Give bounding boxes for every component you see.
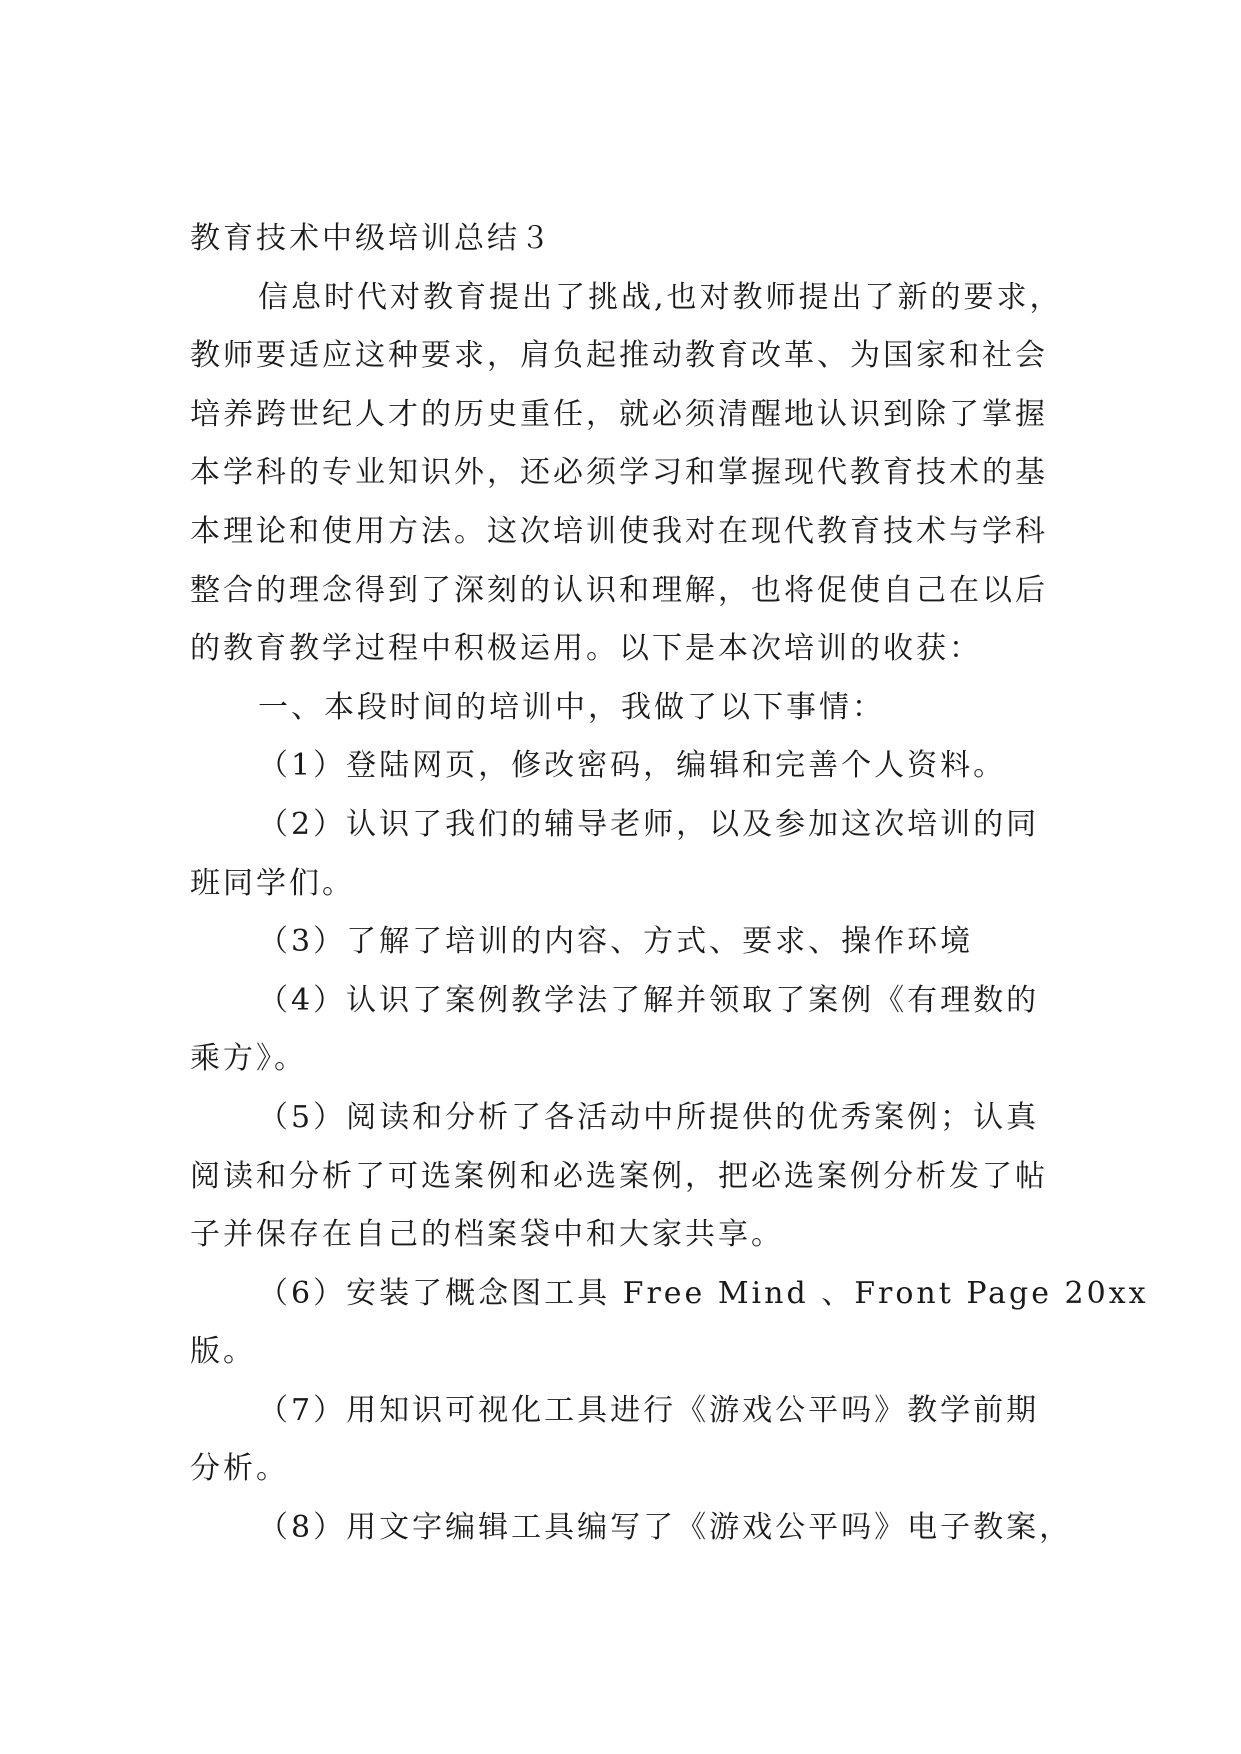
list-item-continuation: 阅读和分析了可选案例和必选案例，把必选案例分析发了帖: [190, 1158, 1048, 1194]
document-body: [190, 210, 1149, 1558]
paragraph-line: 本学科的专业知识外，还必须学习和掌握现代教育技术的基: [190, 455, 1048, 491]
paragraph-line: 教师要适应这种要求，肩负起推动教育改革、为国家和社会: [190, 338, 1048, 374]
section-heading: 一、本段时间的培训中，我做了以下事情：: [258, 689, 885, 725]
list-item-continuation: 乘方》。: [190, 1041, 307, 1077]
list-item-continuation: 分析。: [190, 1451, 289, 1487]
list-item: （4）认识了案例教学法了解并领取了案例《有理数的: [258, 982, 1040, 1018]
list-item-continuation: 子并保存在自己的档案袋中和大家共享。: [190, 1217, 784, 1253]
list-item: （7）用知识可视化工具进行《游戏公平吗》教学前期: [258, 1392, 1040, 1428]
list-item-continuation: 版。: [190, 1334, 256, 1370]
list-item: （6）安装了概念图工具 Free Mind 、Front Page 20xx: [258, 1275, 1149, 1311]
document-title: 教育技术中级培训总结３: [190, 221, 553, 256]
list-item: （3）了解了培训的内容、方式、要求、操作环境: [258, 924, 974, 960]
paragraph-line: 整合的理念得到了深刻的认识和理解，也将促使自己在以后: [190, 572, 1048, 608]
list-item: （1）登陆网页，修改密码，编辑和完善个人资料。: [258, 748, 1007, 784]
list-item: （2）认识了我们的辅导老师，以及参加这次培训的同: [258, 806, 1040, 842]
paragraph-line: 的教育教学过程中积极运用。以下是本次培训的收获：: [190, 631, 982, 667]
list-item: （8）用文字编辑工具编写了《游戏公平吗》电子教案，: [258, 1510, 1073, 1546]
list-item-continuation: 班同学们。: [190, 865, 355, 901]
paragraph-line: 本理论和使用方法。这次培训使我对在现代教育技术与学科: [190, 513, 1048, 549]
paragraph-line: 信息时代对教育提出了挑战,也对教师提出了新的要求，: [258, 279, 1063, 315]
list-item: （5）阅读和分析了各活动中所提供的优秀案例；认真: [258, 1099, 1040, 1135]
paragraph-line: 培养跨世纪人才的历史重任，就必须清醒地认识到除了掌握: [190, 396, 1048, 432]
